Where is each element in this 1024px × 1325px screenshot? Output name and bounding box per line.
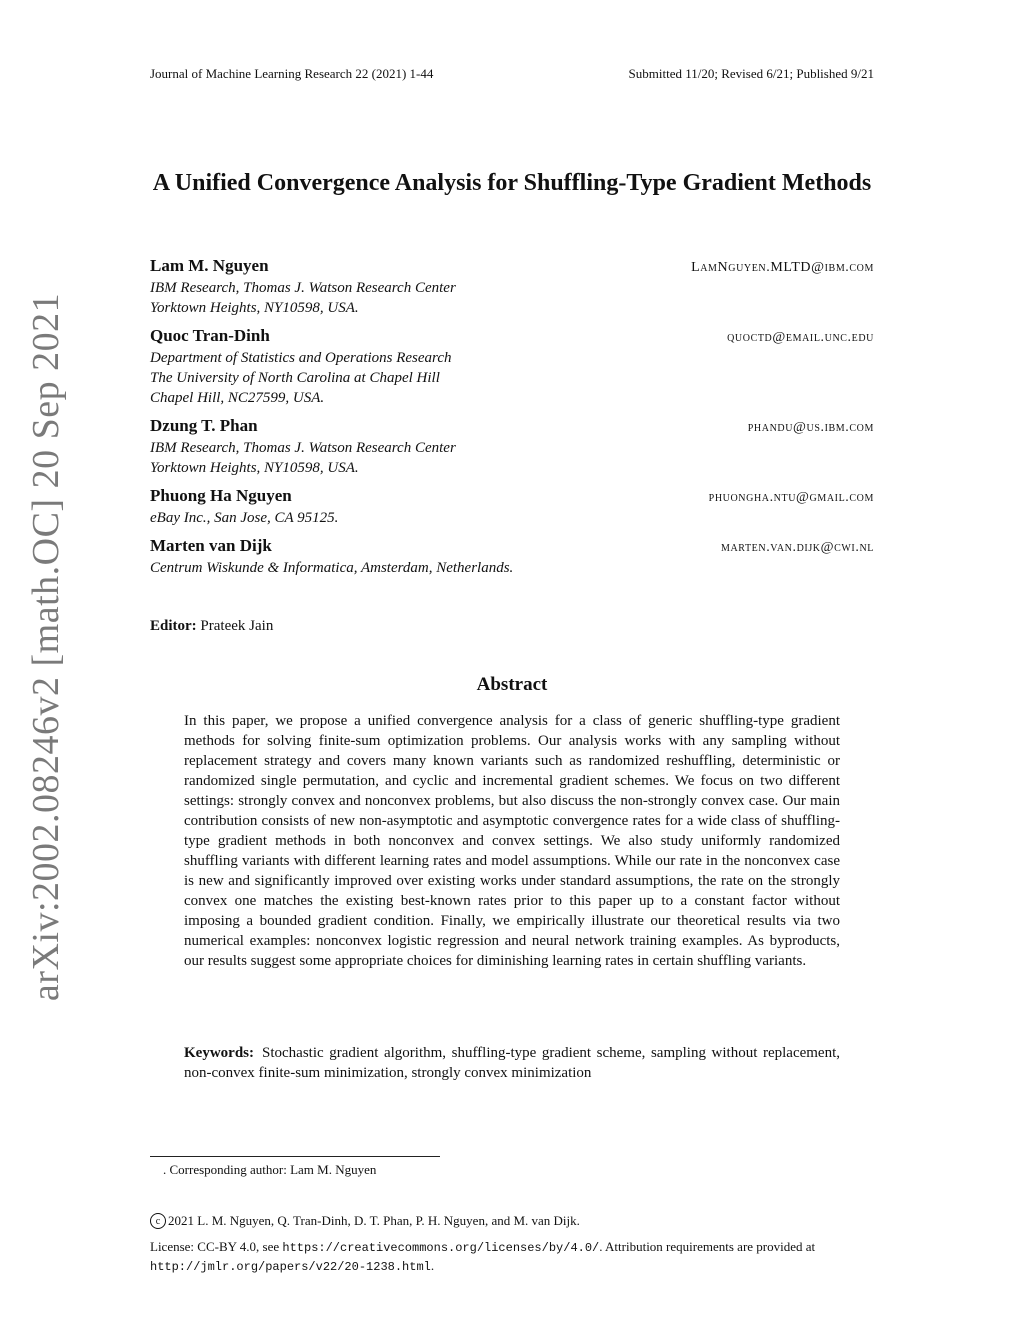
affiliation-line: IBM Research, Thomas J. Watson Research Center: [150, 440, 456, 456]
author-email[interactable]: LamNguyen.MLTD@ibm.com: [691, 260, 874, 275]
author-email[interactable]: phandu@us.ibm.com: [747, 420, 874, 435]
author-list: [150, 256, 874, 586]
paper-title: A Unified Convergence Analysis for Shuffling-Type Gradient Methods: [152, 170, 872, 196]
running-header: [150, 66, 874, 82]
keywords-text: Stochastic gradient algorithm, shuffling-type gradient scheme, sampling without replacement, non-convex finite-sum minimization, strongly convex minimization: [184, 1045, 840, 1081]
submission-dates: Submitted 11/20; Revised 6/21; Published 9/21: [628, 66, 874, 81]
copyright-text: 2021 L. M. Nguyen, Q. Tran-Dinh, D. T. Phan, P. H. Nguyen, and M. van Dijk.: [168, 1213, 580, 1228]
affiliation-line: eBay Inc., San Jose, CA 95125.: [150, 510, 339, 526]
footnote-rule: [150, 1156, 440, 1157]
author-block: [150, 486, 874, 528]
abstract-body: In this paper, we propose a unified convergence analysis for a class of generic shuffling-type gradient methods for solving finite-sum optimization problems. Our analysis works with any sampling without replacement strategy and covers many known variants such as randomized reshuffling, deterministic or randomized single permutation, and cyclic and incremental gradient schemes. We focus on two different settings: strongly convex and nonconvex problems, but also discuss the non-strongly convex case. Our main contribution consists of new non-asymptotic and asymptotic convergence rates for a wide class of shuffling-type gradient methods in both nonconvex and convex settings. We also study uniformly randomized shuffling variants with different learning rates and model assumptions. While our rate in the nonconvex case is new and significantly improved over existing works under standard assumptions, the rate on the strongly convex one matches the existing best-known rates prior to this paper up to a constant factor without imposing a bounded gradient condition. Finally, we empirically illustrate our theoretical results via two numerical examples: nonconvex logistic regression and neural network training examples. As byproducts, our results suggest some appropriate choices for diminishing learning rates in certain shuffling variants.: [184, 713, 840, 969]
author-email[interactable]: quoctd@email.unc.edu: [727, 330, 874, 345]
author-name: Dzung T. Phan: [150, 416, 258, 435]
affiliation-line: Centrum Wiskunde & Informatica, Amsterdam, Netherlands.: [150, 560, 514, 576]
affiliation-line: IBM Research, Thomas J. Watson Research Center: [150, 280, 456, 296]
license-suffix: .: [430, 1258, 435, 1273]
editor-label: Editor:: [150, 618, 197, 634]
license-prefix: License: CC-BY 4.0, see: [150, 1239, 280, 1254]
arxiv-identifier-text: arXiv:2002.08246v2 [math.OC] 20 Sep 2021: [25, 292, 67, 1002]
author-name: Quoc Tran-Dinh: [150, 326, 270, 345]
author-block: [150, 536, 874, 578]
author-email[interactable]: marten.van.dijk@cwi.nl: [720, 540, 874, 555]
footnote: . Corresponding author: Lam M. Nguyen: [163, 1162, 377, 1177]
affiliation-line: Yorktown Heights, NY10598, USA.: [150, 460, 359, 476]
affiliation-line: Department of Statistics and Operations Research: [150, 350, 452, 366]
license-middle: . Attribution requirements are provided at: [599, 1239, 816, 1254]
editor-name: Prateek Jain: [200, 618, 274, 634]
editor-line: [150, 618, 273, 635]
author-name: Marten van Dijk: [150, 536, 272, 555]
keywords-label: Keywords:: [184, 1045, 254, 1061]
keywords-paragraph: [184, 1043, 840, 1083]
affiliation-line: The University of North Carolina at Chapel Hill: [150, 370, 440, 386]
author-block: [150, 326, 874, 408]
paper-link[interactable]: http://jmlr.org/papers/v22/20-1238.html: [150, 1260, 431, 1274]
license-paragraph: [150, 1238, 874, 1276]
arxiv-identifier: [16, 292, 76, 1002]
affiliation-line: Yorktown Heights, NY10598, USA.: [150, 300, 359, 316]
abstract-heading: Abstract: [476, 674, 548, 695]
author-name: Phuong Ha Nguyen: [150, 486, 292, 505]
author-block: [150, 416, 874, 478]
license-link[interactable]: https://creativecommons.org/licenses/by/4.0/: [282, 1241, 600, 1255]
author-block: [150, 256, 874, 318]
copyright-icon: c: [150, 1213, 166, 1229]
affiliation-line: Chapel Hill, NC27599, USA.: [150, 390, 325, 406]
author-name: Lam M. Nguyen: [150, 256, 269, 275]
author-email[interactable]: phuongha.ntu@gmail.com: [708, 490, 874, 505]
copyright-line: [150, 1213, 580, 1229]
journal-citation: Journal of Machine Learning Research 22 (2021) 1-44: [150, 66, 434, 81]
